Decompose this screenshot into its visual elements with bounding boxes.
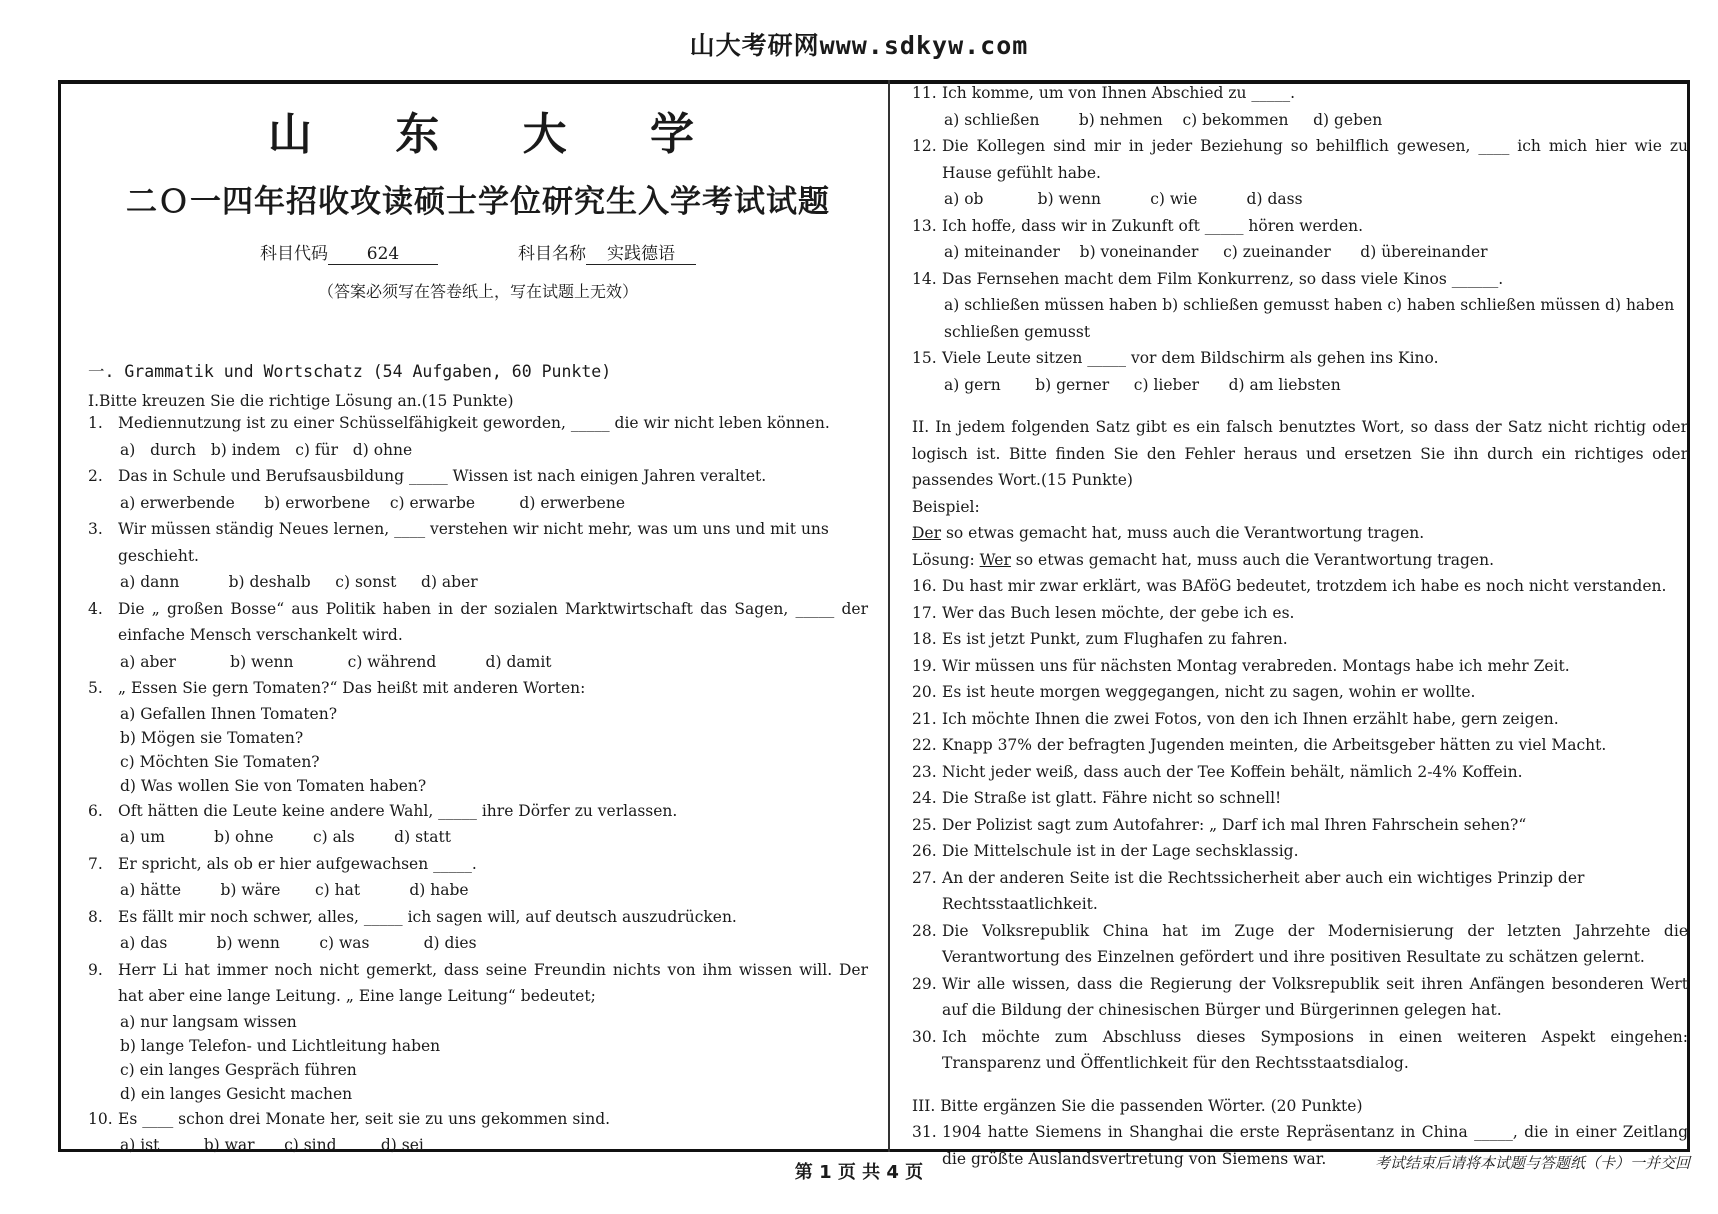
question: 29. Wir alle wissen, dass die Regierung der Volksrepublik seit ihren Anfängen besonderen Wert auf die Bildung der chinesischen Bürger und Bürgerinnen gelegen hat. (912, 971, 1688, 1024)
left-column (88, 80, 868, 1152)
option: a) nur langsam wissen (120, 1012, 297, 1031)
question-options: a) aber b) wenn c) während d) damit (120, 652, 552, 671)
section-heading: 一. Grammatik und Wortschatz (54 Aufgaben, 60 Punkte) (88, 362, 612, 381)
solution-sentence (912, 547, 1688, 574)
example-rest: so etwas gemacht hat, muss auch die Verantwortung tragen. (941, 524, 1425, 542)
question: 17. Wer das Buch lesen möchte, der gebe ich es. (912, 600, 1688, 627)
question: 26. Die Mittelschule ist in der Lage sechsklassig. (912, 838, 1688, 865)
question-text: Es fällt mir noch schwer, alles, _____ ich sagen will, auf deutsch auszudrücken. (118, 907, 737, 926)
question: 21. Ich möchte Ihnen die zwei Fotos, von den ich Ihnen erzählt habe, gern zeigen. (912, 706, 1688, 733)
subject-code (260, 239, 438, 265)
question: 18. Es ist jetzt Punkt, zum Flughafen zu fahren. (912, 626, 1688, 653)
subject-name-label: 科目名称 (518, 244, 586, 264)
question-options: a) schließen b) nehmen c) bekommen d) geben (944, 110, 1383, 129)
option: d) Was wollen Sie von Tomaten haben? (120, 776, 427, 795)
question-text: Du hast mir zwar erklärt, was BAföG bedeutet, trotzdem ich habe es noch nicht verstanden. (942, 577, 1667, 595)
subject-row (88, 239, 868, 265)
question-text: Wir müssen uns für nächsten Montag verabreden. Montags habe ich mehr Zeit. (942, 656, 1570, 675)
question: 24. Die Straße ist glatt. Fähre nicht so schnell! (912, 785, 1688, 812)
part-heading: II. In jedem folgenden Satz gibt es ein falsch benutztes Wort, so dass der Satz nicht richtig oder logisch ist. Bitte finden Sie den Fehler heraus und ersetzen Sie ihn durch ein richtiges oder passendes Wort.(15 Punkte) (912, 418, 1688, 489)
question-text: Das Fernsehen macht dem Film Konkurrenz, so dass viele Kinos ______. (942, 269, 1504, 288)
option: c) ein langes Gespräch führen (120, 1060, 357, 1079)
question: 13. Ich hoffe, dass wir in Zukunft oft _____ hören werden. (912, 213, 1688, 240)
question: 6. Oft hätten die Leute keine andere Wahl, _____ ihre Dörfer zu verlassen. (88, 798, 868, 825)
solution-rest: so etwas gemacht hat, muss auch die Verantwortung tragen. (1010, 550, 1495, 569)
question-options: a) durch b) indem c) für d) ohne (120, 440, 413, 459)
question-text: Es ____ schon drei Monate her, seit sie zu uns gekommen sind. (118, 1109, 611, 1128)
question: 14. Das Fernsehen macht dem Film Konkurrenz, so dass viele Kinos ______. (912, 266, 1688, 293)
option: b) lange Telefon- und Lichtleitung haben (120, 1036, 441, 1055)
question-text: Wer das Buch lesen möchte, der gebe ich es. (942, 603, 1295, 622)
question-text: Ich hoffe, dass wir in Zukunft oft _____ hören werden. (942, 216, 1364, 235)
option: a) Gefallen Ihnen Tomaten? (120, 704, 338, 723)
part-heading: I.Bitte kreuzen Sie die richtige Lösung an.(15 Punkte) (88, 392, 514, 410)
question: 1. Mediennutzung ist zu einer Schüsselfähigkeit geworden, _____ die wir nicht leben können. (88, 410, 868, 437)
subject-name-value: 实践德语 (586, 239, 696, 265)
question-text: Ich komme, um von Ihnen Abschied zu _____. (942, 84, 1296, 102)
subject-code-label: 科目代码 (260, 244, 328, 264)
question: 22. Knapp 37% der befragten Jugenden meinten, die Arbeitsgeber hätten zu viel Macht. (912, 732, 1688, 759)
question-text: Ich möchte zum Abschluss dieses Symposions in einen weiteren Aspekt eingehen: Transparenz und Öffentlichkeit für den Rechtsstaatsdialog. (942, 1027, 1688, 1072)
question-text: Die Mittelschule ist in der Lage sechsklassig. (942, 842, 1299, 860)
question-options: a) erwerbende b) erworbene c) erwarbe d) erwerbene (120, 493, 625, 512)
question-options: a) das b) wenn c) was d) dies (120, 934, 477, 952)
question-text: An der anderen Seite ist die Rechtssicherheit aber auch ein wichtiges Prinzip der Rechtsstaatlichkeit. (942, 868, 1585, 913)
question: 4. Die „ großen Bosse“ aus Politik haben in der sozialen Marktwirtschaft das Sagen, _____ der einfache Mensch verschankelt wird. (88, 596, 868, 649)
question: 3. Wir müssen ständig Neues lernen, ____ verstehen wir nicht mehr, was um uns und mit uns geschieht. (88, 516, 868, 569)
question-text: Der Polizist sagt zum Autofahrer: „ Darf ich mal Ihren Fahrschein sehen?“ (942, 815, 1527, 834)
question-text: „ Essen Sie gern Tomaten?“ Das heißt mit anderen Worten: (118, 679, 586, 697)
question: 31. 1904 hatte Siemens in Shanghai die erste Repräsentanz in China _____, die in einer Zeitlang die größte Auslandsvertretung von Siemens war. (912, 1119, 1688, 1172)
question-options: a) schließen müssen haben b) schließen gemusst haben c) haben schließen müssen d) haben schließen gemusst (944, 296, 1675, 341)
question-text: Er spricht, als ob er hier aufgewachsen _____. (118, 854, 477, 873)
answer-notice: （答案必须写在答卷纸上，写在试题上无效） (317, 282, 638, 301)
column-divider (888, 80, 890, 1152)
part-heading: III. Bitte ergänzen Sie die passenden Wörter. (20 Punkte) (912, 1096, 1363, 1115)
question-text: Ich möchte Ihnen die zwei Fotos, von den ich Ihnen erzählt habe, gern zeigen. (942, 709, 1559, 728)
question: 28. Die Volksrepublik China hat im Zuge der Modernisierung der letzten Jahrzehte die Verantwortung des Einzelnen gefördert und ihre positiven Resultate zu schätzen gelernt. (912, 918, 1688, 971)
question: 16. Du hast mir zwar erklärt, was BAföG bedeutet, trotzdem ich habe es noch nicht verstanden. (912, 573, 1688, 600)
question-text: Wir müssen ständig Neues lernen, ____ verstehen wir nicht mehr, was um uns und mit uns geschieht. (118, 520, 829, 565)
question-text: Die Straße ist glatt. Fähre nicht so schnell! (942, 789, 1282, 807)
question: 30. Ich möchte zum Abschluss dieses Symposions in einen weiteren Aspekt eingehen: Transparenz und Öffentlichkeit für den Rechtsstaatsdialog. (912, 1024, 1688, 1077)
example-label: Beispiel: (912, 497, 980, 516)
question: 8. Es fällt mir noch schwer, alles, _____ ich sagen will, auf deutsch auszudrücken. (88, 904, 868, 931)
question-text: Oft hätten die Leute keine andere Wahl, _____ ihre Dörfer zu verlassen. (118, 801, 678, 820)
question-text: Die Volksrepublik China hat im Zuge der Modernisierung der letzten Jahrzehte die Verantwortung des Einzelnen gefördert und ihre positiven Resultate zu schätzen gelernt. (942, 921, 1688, 966)
question: 9. Herr Li hat immer noch nicht gemerkt, dass seine Freundin nichts von ihm wissen will. Der hat aber eine lange Leitung. „ Eine lange Leitung“ bedeutet; (88, 957, 868, 1010)
question-options: a) hätte b) wäre c) hat d) habe (120, 881, 469, 899)
solution-word: Wer (979, 550, 1011, 569)
page-number: 第 1 页 共 4 页 (794, 1162, 924, 1183)
university-title: 山 东 大 学 (268, 109, 728, 160)
question: 20. Es ist heute morgen weggegangen, nicht zu sagen, wohin er wollte. (912, 679, 1688, 706)
footer-note: 考试结束后请将本试题与答题纸（卡）一并交回 (1374, 1154, 1690, 1172)
question-options: a) ist b) war c) sind d) sei (120, 1136, 424, 1154)
question-options: a) dann b) deshalb c) sonst d) aber (120, 573, 478, 591)
question: 25. Der Polizist sagt zum Autofahrer: „ Darf ich mal Ihren Fahrschein sehen?“ (912, 812, 1688, 839)
question-options: a) ob b) wenn c) wie d) dass (944, 190, 1303, 208)
question-text: Es ist heute morgen weggegangen, nicht zu sagen, wohin er wollte. (942, 683, 1476, 701)
example-error-word: Der (912, 524, 942, 542)
question-text: Die Kollegen sind mir in jeder Beziehung so behilflich gewesen, ____ ich mich hier wie zu Hause gefühlt habe. (942, 137, 1688, 182)
question-text: Herr Li hat immer noch nicht gemerkt, dass seine Freundin nichts von ihm wissen will. Der hat aber eine lange Leitung. „ Eine lange Leitung“ bedeutet; (118, 960, 868, 1005)
question-text: Das in Schule und Berufsausbildung _____ Wissen ist nach einigen Jahren veraltet. (118, 467, 767, 485)
question-options: a) gern b) gerner c) lieber d) am liebsten (944, 375, 1341, 394)
solution-label: Lösung: (912, 550, 980, 569)
question: 5. „ Essen Sie gern Tomaten?“ Das heißt mit anderen Worten: (88, 675, 868, 702)
question-text: Es ist jetzt Punkt, zum Flughafen zu fahren. (942, 630, 1288, 648)
site-header: 山大考研网www.sdkyw.com (689, 31, 1029, 60)
question-text: 1904 hatte Siemens in Shanghai die erste Repräsentanz in China _____, die in einer Zeitlang die größte Auslandsvertretung von Siemens war. (942, 1123, 1688, 1168)
question-text: Wir alle wissen, dass die Regierung der Volksrepublik seit ihren Anfängen besonderen Wert auf die Bildung der chinesischen Bürger und Bürgerinnen gelegen hat. (942, 974, 1688, 1019)
option: d) ein langes Gesicht machen (120, 1084, 353, 1103)
question-text: Nicht jeder weiß, dass auch der Tee Koffein behält, nämlich 2-4% Koffein. (942, 762, 1523, 781)
question: 19. Wir müssen uns für nächsten Montag verabreden. Montags habe ich mehr Zeit. (912, 653, 1688, 680)
question: 23. Nicht jeder weiß, dass auch der Tee Koffein behält, nämlich 2-4% Koffein. (912, 759, 1688, 786)
question-text: Knapp 37% der befragten Jugenden meinten, die Arbeitsgeber hätten zu viel Macht. (942, 736, 1607, 754)
question: 15. Viele Leute sitzen _____ vor dem Bildschirm als gehen ins Kino. (912, 345, 1688, 372)
example-sentence (912, 520, 1688, 547)
subject-name (518, 239, 696, 265)
question: 7. Er spricht, als ob er hier aufgewachsen _____. (88, 851, 868, 878)
question: 27. An der anderen Seite ist die Rechtssicherheit aber auch ein wichtiges Prinzip der Rechtsstaatlichkeit. (912, 865, 1688, 918)
subject-code-value: 624 (328, 244, 438, 265)
question-text: Viele Leute sitzen _____ vor dem Bildschirm als gehen ins Kino. (942, 349, 1439, 367)
option: b) Mögen sie Tomaten? (120, 728, 304, 747)
question: 2. Das in Schule und Berufsausbildung _____ Wissen ist nach einigen Jahren veraltet. (88, 463, 868, 490)
question: 12. Die Kollegen sind mir in jeder Beziehung so behilflich gewesen, ____ ich mich hier wie zu Hause gefühlt habe. (912, 133, 1688, 186)
exam-title: 二Ｏ一四年招收攻读硕士学位研究生入学考试试题 (126, 184, 830, 220)
option: c) Möchten Sie Tomaten? (120, 752, 320, 771)
question-text: Die „ großen Bosse“ aus Politik haben in der sozialen Marktwirtschaft das Sagen, _____ der einfache Mensch verschankelt wird. (118, 599, 868, 644)
question-text: Mediennutzung ist zu einer Schüsselfähigkeit geworden, _____ die wir nicht leben können. (118, 414, 830, 432)
question-options: a) um b) ohne c) als d) statt (120, 828, 451, 846)
question-options: a) miteinander b) voneinander c) zueinander d) übereinander (944, 243, 1488, 261)
question: 11. Ich komme, um von Ihnen Abschied zu _____. (912, 80, 1688, 107)
question: 10. Es ____ schon drei Monate her, seit sie zu uns gekommen sind. (88, 1106, 868, 1133)
